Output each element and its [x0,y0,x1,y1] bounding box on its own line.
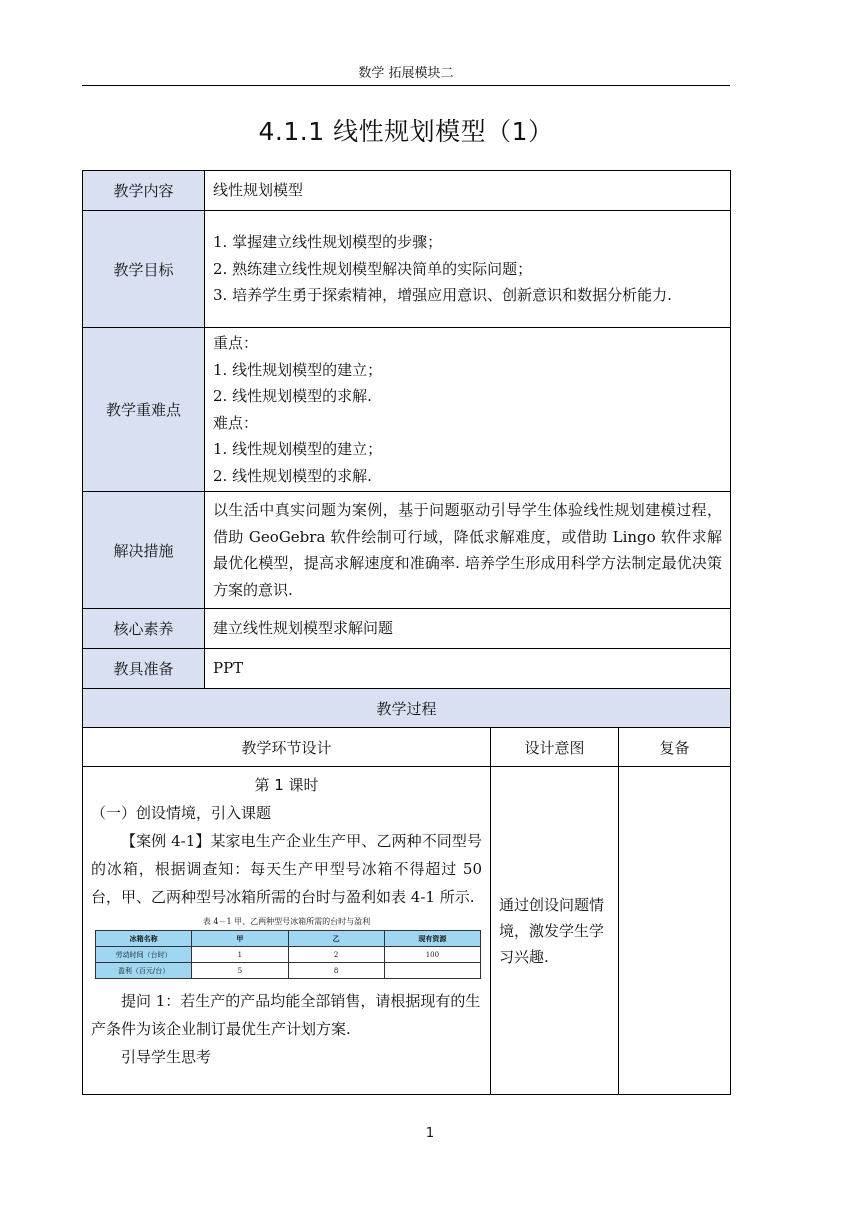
row-process-body [83,767,731,1095]
label-core-literacy: 核心素养 [83,609,205,649]
page-header: 数学 拓展模块二 [358,66,454,81]
value-keypoints [205,328,731,492]
table-header-cell: 乙 [288,931,384,947]
fridge-data-table [95,930,481,979]
design-intent-cell: 通过创设问题情境，激发学生学习兴趣. [491,767,619,1095]
lesson-label: 第 1 课时 [254,776,319,794]
table-header-cell: 甲 [192,931,288,947]
row-process-title [83,689,731,728]
value-teaching-tools: PPT [205,649,731,689]
table-cell: 5 [192,963,288,979]
page-title: 4.1.1 线性规划模型（1） [258,117,554,146]
value-teaching-content: 线性规划模型 [205,171,731,211]
row-measures [83,492,731,609]
table-cell: 2 [288,947,384,963]
value-core-literacy: 建立线性规划模型求解问题 [205,609,731,649]
value-measures: 以生活中真实问题为案例，基于问题驱动引导学生体验线性规划建模过程，借助 GeoGebra 软件绘制可行域，降低求解难度，或借助 Lingo 软件求解最优化模型，提高求解速度和准确率. 培养学生形成用科学方法制定最优决策方案的意识. [205,492,731,609]
guide-text: 引导学生思考 [121,1048,212,1066]
label-keypoints: 教学重难点 [83,328,205,492]
objective-item: 2. 熟练建立线性规划模型解决简单的实际问题； [213,259,533,278]
label-teaching-content: 教学内容 [83,171,205,211]
column-header-design: 教学环节设计 [83,728,491,767]
row-core-literacy [83,609,731,649]
row-teaching-content [83,171,731,211]
table-header-cell: 现有资源 [384,931,480,947]
question-text: 提问 1：若生产的产品均能全部销售，请根据现有的生产条件为该企业制订最优生产计划方案. [91,992,481,1038]
page-number: 1 [425,1126,435,1141]
table-header-cell: 冰箱名称 [96,931,192,947]
row-teaching-tools [83,649,731,689]
table-row [96,947,481,963]
label-measures: 解决措施 [83,492,205,609]
keypoint-line: 难点： [213,413,259,432]
review-cell [619,767,731,1095]
keypoint-line: 重点： [213,334,259,352]
header-divider [82,85,730,86]
column-header-review: 复备 [619,728,731,767]
keypoint-line: 2. 线性规划模型的求解. [213,466,372,485]
table-cell [384,963,480,979]
table-cell: 劳动时间（台时） [96,947,192,963]
objective-item: 3. 培养学生勇于探索精神，增强应用意识、创新意识和数据分析能力. [213,286,672,305]
label-teaching-tools: 教具准备 [83,649,205,689]
case-text: 【案例 4-1】某家电生产企业生产甲、乙两种不同型号的冰箱，根据调查知：每天生产甲型号冰箱不得超过 50 台，甲、乙两种型号冰箱所需的台时与盈利如表 4-1 所示. [91,832,482,906]
table-row [96,963,481,979]
row-process-columns [83,728,731,767]
table-caption: 表 4－1 甲、乙两种型号冰箱所需的台时与盈利 [202,917,371,926]
row-objectives [83,211,731,328]
table-cell: 100 [384,947,480,963]
lesson-plan-table [82,170,731,1095]
process-title: 教学过程 [83,689,731,728]
table-header-row [96,931,481,947]
table-cell: 8 [288,963,384,979]
column-header-intent: 设计意图 [491,728,619,767]
label-objectives: 教学目标 [83,211,205,328]
row-keypoints [83,328,731,492]
objective-item: 1. 掌握建立线性规划模型的步骤； [213,233,443,252]
table-cell: 盈利（百元/台） [96,963,192,979]
keypoint-line: 1. 线性规划模型的建立； [213,440,383,458]
value-objectives [205,211,731,328]
process-design-cell [83,767,491,1095]
section-heading: （一）创设情境，引入课题 [91,804,272,822]
keypoint-line: 2. 线性规划模型的求解. [213,387,372,405]
table-cell: 1 [192,947,288,963]
keypoint-line: 1. 线性规划模型的建立； [213,360,383,379]
